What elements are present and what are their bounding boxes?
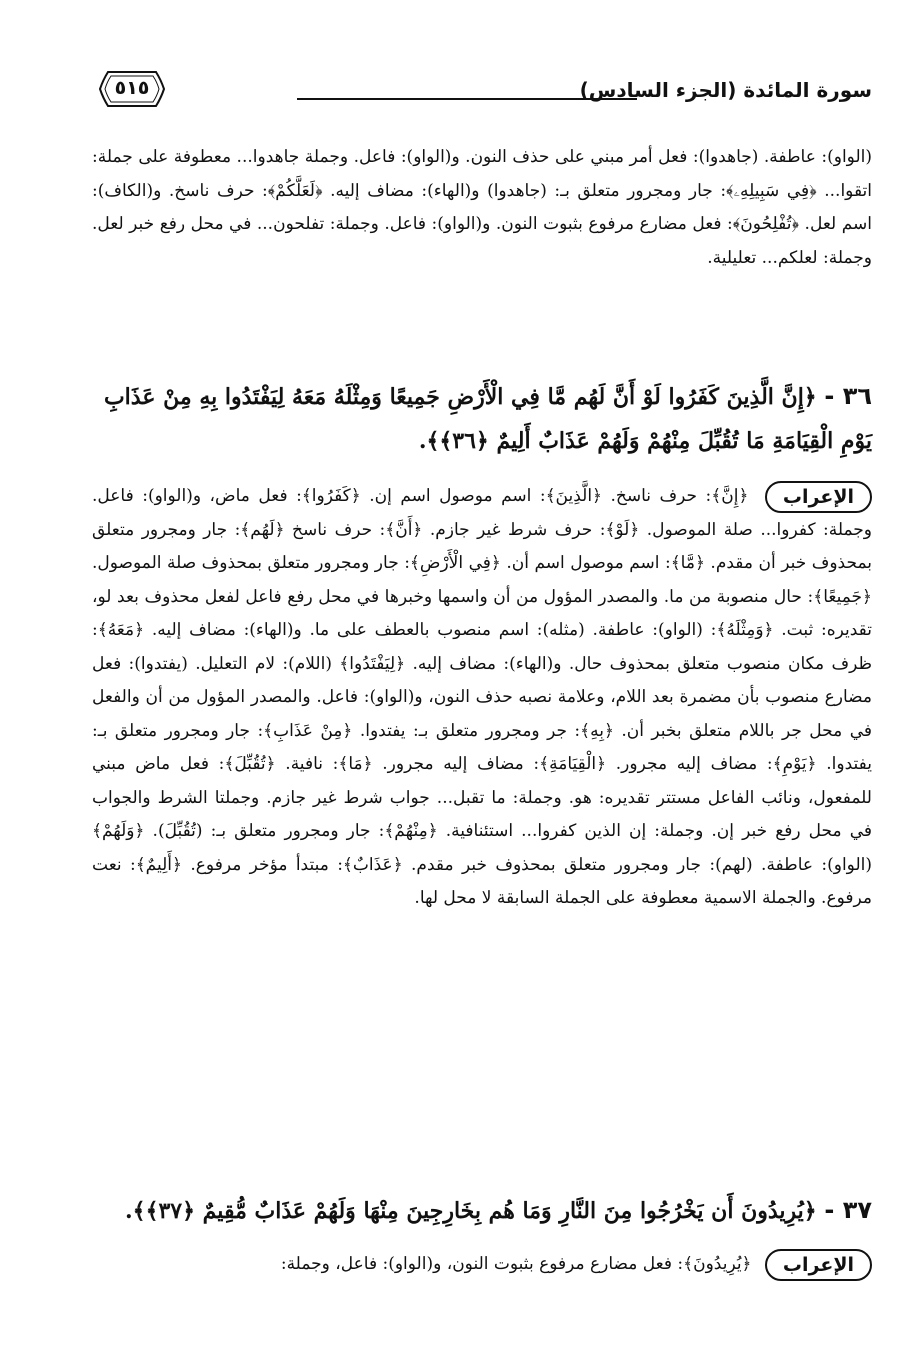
irab-text: ﴿يُرِيدُونَ﴾: فعل مضارع مرفوع بثبوت النون، و(الواو): فاعل، وجملة: [280, 1254, 752, 1274]
irab-badge: الإعراب [765, 481, 872, 513]
verse-number: ٣٧ - [824, 1196, 872, 1224]
verse-text: ﴿يُرِيدُونَ أَن يَخْرُجُوا مِنَ النَّارِ وَمَا هُم بِخَارِجِينَ مِنْهَا وَلَهُمْ عَذَابٌ مُّقِيمٌ ﴿٣٧﴾﴾. [125, 1198, 817, 1224]
page-number: ٥١٥ [114, 77, 150, 99]
header-rule [297, 98, 637, 100]
verse-number: ٣٦ - [824, 382, 872, 410]
irab-badge: الإعراب [765, 1249, 872, 1281]
irab-text: ﴿إِنَّ﴾: حرف ناسخ. ﴿الَّذِينَ﴾: اسم موصول اسم إن. ﴿كَفَرُوا﴾: فعل ماض، و(الواو): فاعل. وجملة: كفروا... صلة الموصول. ﴿لَوْ﴾: حرف شرط غير جازم. ﴿أَنَّ﴾: حرف ناسخ ﴿لَهُم﴾: جار ومجرور متعلق بمحذوف خبر أن مقدم. ﴿مَّا﴾: اسم موصول اسم أن. ﴿فِي الْأَرْضِ﴾: جار ومجرور متعلق بمحذوف صلة الموصول. ﴿جَمِيعًا﴾: حال منصوبة من ما. والمصدر المؤول من أن واسمها وخبرها في محل رفع فاعل لفعل محذوف بعد لو، تقديره: ثبت. ﴿وَمِثْلَهُ﴾: (الواو): عاطفة. (مثله): اسم منصوب بالعطف على ما. و(الهاء): مضاف إليه. ﴿مَعَهُ﴾: ظرف مكان منصوب متعلق بمحذوف حال. و(الهاء): مضاف إليه. ﴿لِيَفْتَدُوا﴾ (اللام): لام التعليل. (يفتدوا): فعل مضارع منصوب بأن مضمرة بعد اللام، وعلامة نصبه حذف النون، و(الواو): فاعل. والمصدر المؤول من أن والفعل في محل جر باللام متعلق بخبر أن. ﴿بِهِ﴾: جر ومجرور متعلق بـ: يفتدوا. ﴿مِنْ عَذَابِ﴾: جار ومجرور متعلق بـ: يفتدوا. ﴿يَوْمِ﴾: مضاف إليه مجرور. ﴿الْقِيَامَةِ﴾: مضاف إليه مجرور. ﴿مَا﴾: نافية. ﴿تُقُبِّلَ﴾: فعل ماض مبني للمفعول، ونائب الفاعل مستتر تقديره: هو. وجملة: ما تقبل... جواب شرط غير جازم. وجملتا الشرط والجواب في محل رفع خبر إن. وجملة: إن الذين كفروا... استئنافية. ﴿مِنْهُمْ﴾: جار ومجرور متعلق بـ: (تُقُبِّلَ). ﴿وَلَهُمْ﴾ (الواو): عاطفة. (لهم): جار ومجرور متعلق بمحذوف خبر مقدم. ﴿عَذَابٌ﴾: مبتدأ مؤخر مرفوع. ﴿أَلِيمٌ﴾: نعت مرفوع. والجملة الاسمية معطوفة على الجملة السابقة لا محل لها. [92, 486, 872, 908]
page-number-frame [98, 68, 166, 110]
verse-text: ﴿إِنَّ الَّذِينَ كَفَرُوا لَوْ أَنَّ لَهُم مَّا فِي الْأَرْضِ جَمِيعًا وَمِثْلَهُ مَعَهُ لِيَفْتَدُوا بِهِ مِنْ عَذَابِ يَوْمِ الْقِيَامَةِ مَا تُقُبِّلَ مِنْهُمْ وَلَهُمْ عَذَابٌ أَلِيمٌ ﴿٣٦﴾﴾. [103, 384, 872, 454]
irab-section-37 [92, 1248, 872, 1282]
sura-title: سورة المائدة (الجزء السادس) [579, 78, 872, 102]
irab-section-36 [92, 480, 872, 916]
page-header [92, 58, 872, 128]
verse-36 [92, 374, 872, 463]
paragraph-35: (الواو): عاطفة. (جاهدوا): فعل أمر مبني على حذف النون. و(الواو): فاعل. وجملة جاهدوا... معطوفة على جملة: اتقوا... ﴿فِي سَبِيلِهِۦ﴾: جار ومجرور متعلق بـ: (جاهدوا) و(الهاء): مضاف إليه. ﴿لَعَلَّكُمْ﴾: حرف ناسخ. و(الكاف): اسم لعل. ﴿تُفْلِحُونَ﴾: فعل مضارع مرفوع بثبوت النون. و(الواو): فاعل. وجملة: تفلحون... في محل رفع خبر لعل. وجملة: لعلكم... تعليلية. [92, 147, 872, 268]
verse-37 [92, 1188, 872, 1233]
